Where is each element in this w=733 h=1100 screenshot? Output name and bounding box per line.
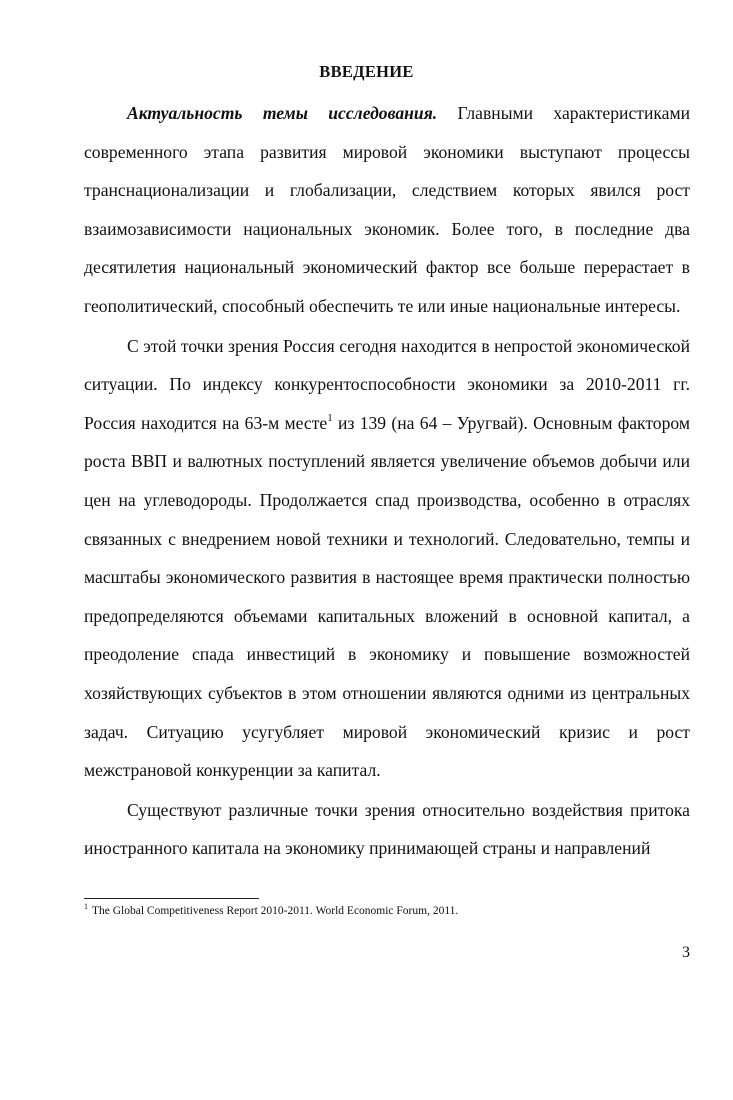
footnote-divider — [84, 898, 259, 899]
paragraph-text: из 139 (на 64 – Уругвай). Основным фактором роста ВВП и валютных поступлений является увеличение объемов добычи или цен на углеводороды. Продолжается спад производства, особенно в отраслях связанных с внедрением новой техники и технологий. Следовательно, темпы и масштабы экономического развития в настоящее время практически полностью предопределяются объемами капитальных вложений в основной капитал, а преодоление спада инвестиций в экономику и повышение возможностей хозяйствующих субъектов в этом отношении являются одними из центральных задач. Ситуацию усугубляет мировой экономический кризис и рост межстрановой конкуренции за капитал. — [84, 412, 690, 781]
paragraph-views — [84, 791, 690, 868]
footnote-text: The Global Competitiveness Report 2010-2011. World Economic Forum, 2011. — [92, 905, 459, 917]
body-text — [84, 94, 690, 868]
paragraph-russia — [84, 327, 690, 790]
page-number: 3 — [682, 944, 690, 961]
paragraph-text: Существуют различные точки зрения относительно воздействия притока иностранного капитала на экономику принимающей страны и направлений — [84, 799, 690, 859]
paragraph-lead: Актуальность темы исследования. — [127, 103, 438, 123]
section-heading: ВВЕДЕНИЕ — [319, 62, 414, 81]
footnote-reference[interactable]: 1 — [327, 411, 333, 424]
footnote — [84, 904, 690, 919]
footnote-mark: 1 — [84, 902, 88, 912]
paragraph-relevance — [84, 94, 690, 326]
paragraph-text: С этой точки зрения Россия сегодня находится в непростой экономической ситуации. По индексу конкурентоспособности экономики за 2010-2011 гг. Россия находится на 63-м месте — [84, 335, 690, 433]
paragraph-text: Главными характеристиками современного этапа развития мировой экономики выступают процессы транснационализации и глобализации, следствием которых явился рост взаимозависимости национальных экономик. Более того, в последние два десятилетия национальный экономический фактор все больше перерастает в геополитический, способный обеспечить те или иные национальные интересы. — [84, 103, 690, 316]
